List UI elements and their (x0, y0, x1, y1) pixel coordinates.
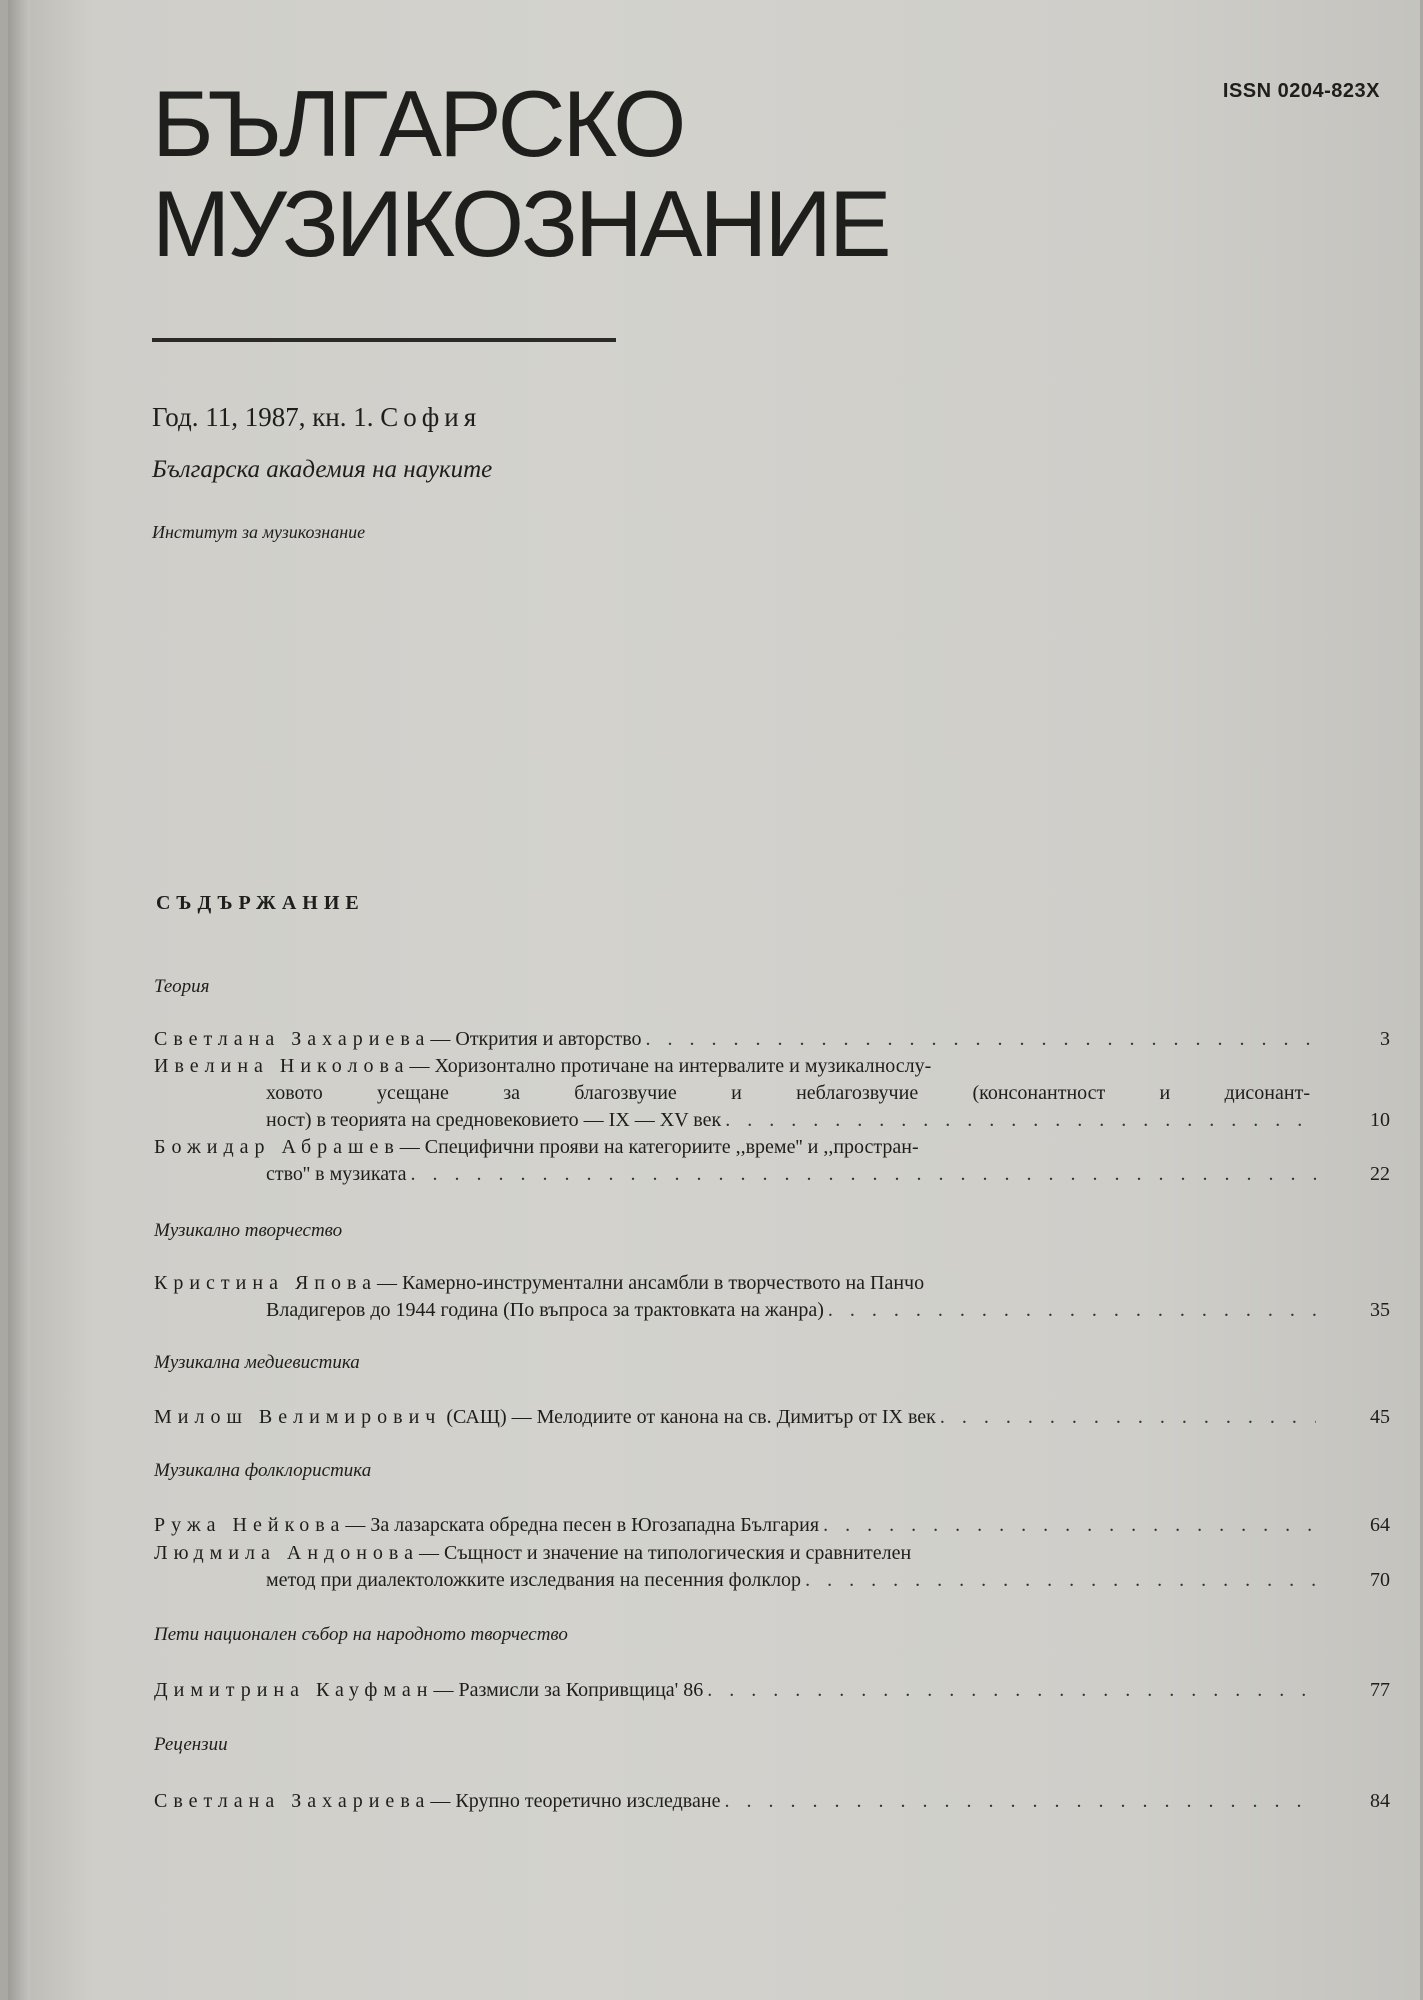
publisher-institute: Институт за музикознание (152, 522, 366, 542)
entry-author: Светлана Захариева (154, 1028, 431, 1050)
entry-title: — За лазарската обредна песен в Югозападна България (345, 1514, 820, 1536)
section-label-medieval: Музикална медиевистика (154, 1352, 360, 1373)
entry-author: Людмила Андонова (154, 1542, 419, 1564)
toc-entry (154, 1512, 1390, 1539)
entry-title: (САЩ) — Мелодиите от канона на св. Димитър от IX век (446, 1406, 936, 1428)
issue-city: София (380, 402, 482, 432)
leader-dots (410, 1161, 1316, 1188)
leader-dots (940, 1404, 1316, 1431)
entry-title: — Камерно-инструментални ансамбли в творчеството на Панчо (377, 1272, 925, 1294)
leader-dots (725, 1107, 1316, 1134)
entry-author: Ивелина Николова (154, 1055, 410, 1077)
leader-dots (805, 1567, 1316, 1594)
journal-title (152, 71, 889, 276)
entry-page: 64 (1370, 1514, 1390, 1536)
issue-info (152, 402, 481, 433)
issue-year: Год. 11, 1987, кн. 1. (152, 402, 374, 432)
entry-page: 45 (1370, 1406, 1390, 1428)
journal-title-line-1: БЪЛГАРСКО (152, 71, 684, 176)
entry-author: Светлана Захариева (154, 1790, 431, 1812)
entry-page: 84 (1370, 1790, 1390, 1812)
entry-page: 35 (1370, 1299, 1390, 1321)
leader-dots (823, 1512, 1316, 1539)
entry-title-cont: ност) в теорията на средновековието — IX — XV век (266, 1109, 722, 1131)
section-label-creativity: Музикално творчество (154, 1220, 343, 1241)
entry-title: — Открития и авторство (430, 1028, 642, 1050)
entry-page: 77 (1370, 1679, 1390, 1701)
leader-dots (707, 1677, 1316, 1704)
leader-dots (646, 1026, 1316, 1053)
leader-dots (724, 1788, 1316, 1815)
journal-cover-page (8, 0, 1420, 2000)
toc-entry (154, 1404, 1390, 1431)
entry-author: Кристина Япова (154, 1272, 378, 1294)
issn-label: ISSN 0204-823X (1222, 80, 1380, 102)
section-label-reviews: Рецензии (154, 1734, 228, 1755)
entry-author: Димитрина Кауфман (154, 1679, 434, 1701)
section-label-festival: Пети национален събор на народното творчество (154, 1624, 568, 1645)
contents-heading: СЪДЪРЖАНИЕ (156, 892, 365, 914)
section-label-folklore: Музикална фолклористика (154, 1460, 372, 1481)
toc-entry (154, 1540, 1390, 1594)
entry-page: 22 (1370, 1163, 1390, 1185)
title-divider (152, 338, 616, 342)
entry-title-cont: Владигеров до 1944 година (По въпроса за трактовката на жанра) (266, 1299, 824, 1321)
entry-title: — Специфични прояви на категориите ,,време'' и ,,простран- (399, 1136, 919, 1158)
entry-title-cont: метод при диалектоложките изследвания на песенния фолклор (266, 1569, 802, 1591)
entry-author: Ружа Нейкова (154, 1514, 346, 1536)
journal-title-line-2: МУЗИКОЗНАНИЕ (152, 171, 889, 276)
entry-page: 3 (1380, 1028, 1390, 1050)
entry-page: 70 (1370, 1569, 1390, 1591)
entry-title: — Размисли за Копривщица' 86 (433, 1679, 704, 1701)
entry-title-cont: ховото усещане за благозвучие и неблагозвучие (консонантност и дисонант- (266, 1082, 1310, 1104)
entry-title: — Същност и значение на типологическия и сравнителен (418, 1542, 912, 1564)
publisher-academy: Българска академия на науките (152, 456, 493, 483)
leader-dots (828, 1297, 1316, 1324)
entry-title: — Крупно теоретично изследване (430, 1790, 721, 1812)
toc-entry (154, 1026, 1390, 1053)
toc-entry (154, 1270, 1390, 1324)
toc-entry (154, 1788, 1390, 1815)
section-label-theory: Теория (154, 976, 210, 997)
entry-title: — Хоризонтално протичане на интервалите и музикалнослу- (409, 1055, 932, 1077)
toc-entry (154, 1677, 1390, 1704)
page-edge (8, 0, 30, 2000)
entry-title-cont: ство'' в музиката (266, 1163, 407, 1185)
toc-entry (154, 1053, 1390, 1134)
entry-page: 10 (1370, 1109, 1390, 1131)
entry-author: Божидар Абрашев (154, 1136, 400, 1158)
toc-entry (154, 1134, 1390, 1188)
entry-author: Милош Велимирович (154, 1406, 442, 1428)
